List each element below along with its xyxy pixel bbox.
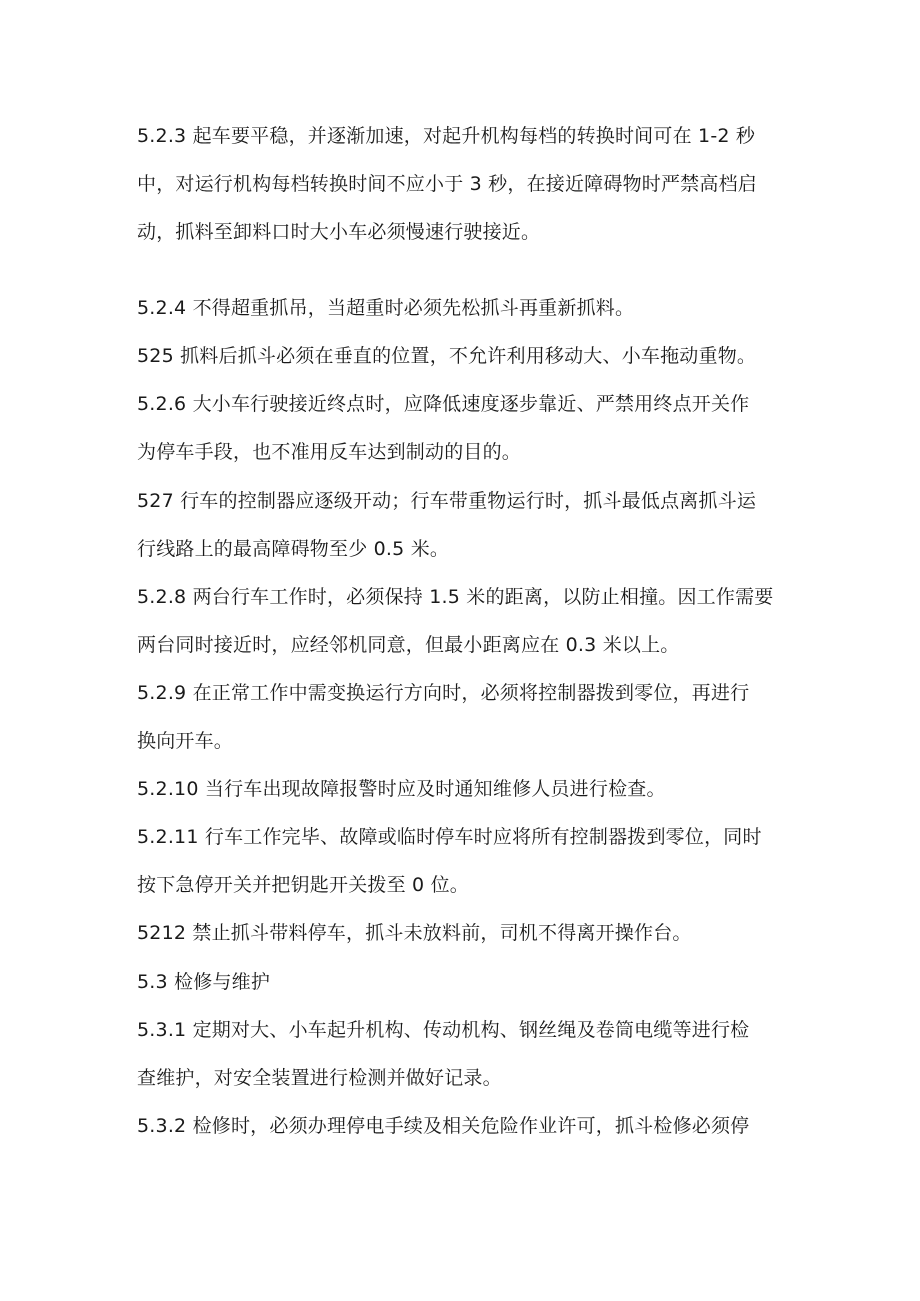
text-line: 527 行车的控制器应逐级开动；行车带重物运行时，抓斗最低点离抓斗运	[137, 490, 757, 512]
text-line: 行线路上的最高障碍物至少 0.5 米。	[137, 538, 450, 560]
text-line: 5212 禁止抓斗带料停车，抓斗未放料前，司机不得离开操作台。	[137, 922, 692, 944]
text-line: 两台同时接近时，应经邻机同意，但最小距离应在 0.3 米以上。	[137, 634, 680, 656]
text-line: 5.2.9 在正常工作中需变换运行方向时，必须将控制器拨到零位，再进行	[137, 682, 750, 704]
text-line: 5.2.4 不得超重抓吊，当超重时必须先松抓斗再重新抓料。	[137, 297, 635, 319]
text-line: 5.3.2 检修时，必须办理停电手续及相关危险作业许可，抓斗检修必须停	[137, 1115, 750, 1137]
section-heading: 5.3 检修与维护	[137, 971, 271, 993]
text-line: 5.2.6 大小车行驶接近终点时，应降低速度逐步靠近、严禁用终点开关作	[137, 393, 750, 415]
text-line: 换向开车。	[137, 730, 234, 752]
text-line: 查维护，对安全装置进行检测并做好记录。	[137, 1067, 502, 1089]
text-line: 5.2.8 两台行车工作时，必须保持 1.5 米的距离，以防止相撞。因工作需要	[137, 586, 774, 608]
text-line: 动，抓料至卸料口时大小车必须慢速行驶接近。	[137, 221, 541, 243]
text-line: 5.2.11 行车工作完毕、故障或临时停车时应将所有控制器拨到零位，同时	[137, 826, 762, 848]
text-line: 按下急停开关并把钥匙开关拨至 0 位。	[137, 874, 469, 896]
text-line: 525 抓料后抓斗必须在垂直的位置，不允许利用移动大、小车拖动重物。	[137, 345, 757, 367]
text-line: 5.3.1 定期对大、小车起升机构、传动机构、钢丝绳及卷筒电缆等进行检	[137, 1019, 750, 1041]
text-line: 5.2.3 起车要平稳，并逐渐加速，对起升机构每档的转换时间可在 1-2 秒	[137, 125, 756, 147]
text-line: 5.2.10 当行车出现故障报警时应及时通知维修人员进行检查。	[137, 778, 666, 800]
text-line: 为停车手段，也不准用反车达到制动的目的。	[137, 441, 522, 463]
text-line: 中，对运行机构每档转换时间不应小于 3 秒，在接近障碍物时严禁高档启	[137, 173, 757, 195]
